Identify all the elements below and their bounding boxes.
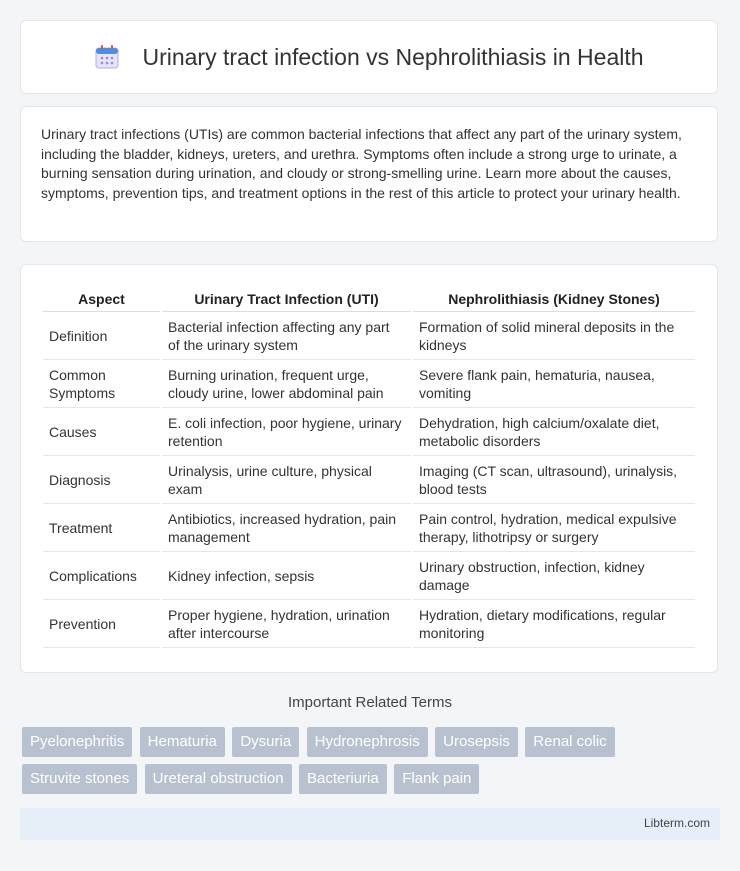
tag-hydronephrosis[interactable]: Hydronephrosis: [307, 727, 428, 757]
table-row: [43, 360, 695, 408]
calendar-icon: [94, 44, 120, 70]
cell-nephrolithiasis: Formation of solid mineral deposits in the kidneys: [413, 312, 695, 360]
header-nephrolithiasis: Nephrolithiasis (Kidney Stones): [413, 283, 695, 312]
header-uti: Urinary Tract Infection (UTI): [162, 283, 411, 312]
table-row: [43, 312, 695, 360]
cell-nephrolithiasis: Imaging (CT scan, ultrasound), urinalysis, blood tests: [413, 456, 695, 504]
related-terms-list: [22, 727, 722, 801]
cell-aspect: Complications: [43, 552, 160, 600]
cell-aspect: Prevention: [43, 600, 160, 648]
cell-uti: Proper hygiene, hydration, urination after intercourse: [162, 600, 411, 648]
footer-site-link[interactable]: Libterm.com: [643, 816, 710, 830]
comparison-card: [20, 264, 718, 673]
intro-text: Urinary tract infections (UTIs) are common bacterial infections that affect any part of the urinary system, including the bladder, kidneys, ureters, and urethra. Symptoms often include a strong urge to urinate, a burning sensation during urination, and cloudy or strong-smelling urine. Learn more about the causes, symptoms, prevention tips, and treatment options in the rest of this article to protect your urinary health.: [41, 126, 682, 201]
table-row: [43, 600, 695, 648]
footer: [20, 808, 720, 840]
cell-nephrolithiasis: Dehydration, high calcium/oxalate diet, metabolic disorders: [413, 408, 695, 456]
cell-uti: Bacterial infection affecting any part of the urinary system: [162, 312, 411, 360]
tag-bacteriuria[interactable]: Bacteriuria: [299, 764, 387, 794]
tag-pyelonephritis[interactable]: Pyelonephritis: [22, 727, 132, 757]
tag-flank-pain[interactable]: Flank pain: [394, 764, 479, 794]
cell-nephrolithiasis: Pain control, hydration, medical expulsive therapy, lithotripsy or surgery: [413, 504, 695, 552]
cell-aspect: Causes: [43, 408, 160, 456]
table-row: [43, 552, 695, 600]
cell-aspect: Diagnosis: [43, 456, 160, 504]
table-row: [43, 504, 695, 552]
tag-hematuria[interactable]: Hematuria: [140, 727, 225, 757]
cell-aspect: Treatment: [43, 504, 160, 552]
title-card: [20, 20, 718, 94]
cell-uti: Burning urination, frequent urge, cloudy urine, lower abdominal pain: [162, 360, 411, 408]
cell-uti: Antibiotics, increased hydration, pain management: [162, 504, 411, 552]
cell-uti: E. coli infection, poor hygiene, urinary retention: [162, 408, 411, 456]
tag-urosepsis[interactable]: Urosepsis: [435, 727, 518, 757]
table-header-row: [43, 283, 695, 312]
table-row: [43, 408, 695, 456]
intro-card: [20, 106, 718, 242]
cell-aspect: Common Symptoms: [43, 360, 160, 408]
tag-dysuria[interactable]: Dysuria: [232, 727, 299, 757]
cell-uti: Urinalysis, urine culture, physical exam: [162, 456, 411, 504]
page-title: Urinary tract infection vs Nephrolithiasis in Health: [142, 43, 644, 70]
cell-nephrolithiasis: Urinary obstruction, infection, kidney damage: [413, 552, 695, 600]
tag-renal-colic[interactable]: Renal colic: [525, 727, 614, 757]
cell-nephrolithiasis: Hydration, dietary modifications, regular monitoring: [413, 600, 695, 648]
cell-nephrolithiasis: Severe flank pain, hematuria, nausea, vomiting: [413, 360, 695, 408]
cell-uti: Kidney infection, sepsis: [162, 552, 411, 600]
header-aspect: Aspect: [43, 283, 160, 312]
tag-struvite-stones[interactable]: Struvite stones: [22, 764, 137, 794]
table-row: [43, 456, 695, 504]
tag-ureteral-obstruction[interactable]: Ureteral obstruction: [145, 764, 292, 794]
comparison-table: [41, 283, 697, 648]
related-terms-title: Important Related Terms: [288, 694, 452, 711]
cell-aspect: Definition: [43, 312, 160, 360]
